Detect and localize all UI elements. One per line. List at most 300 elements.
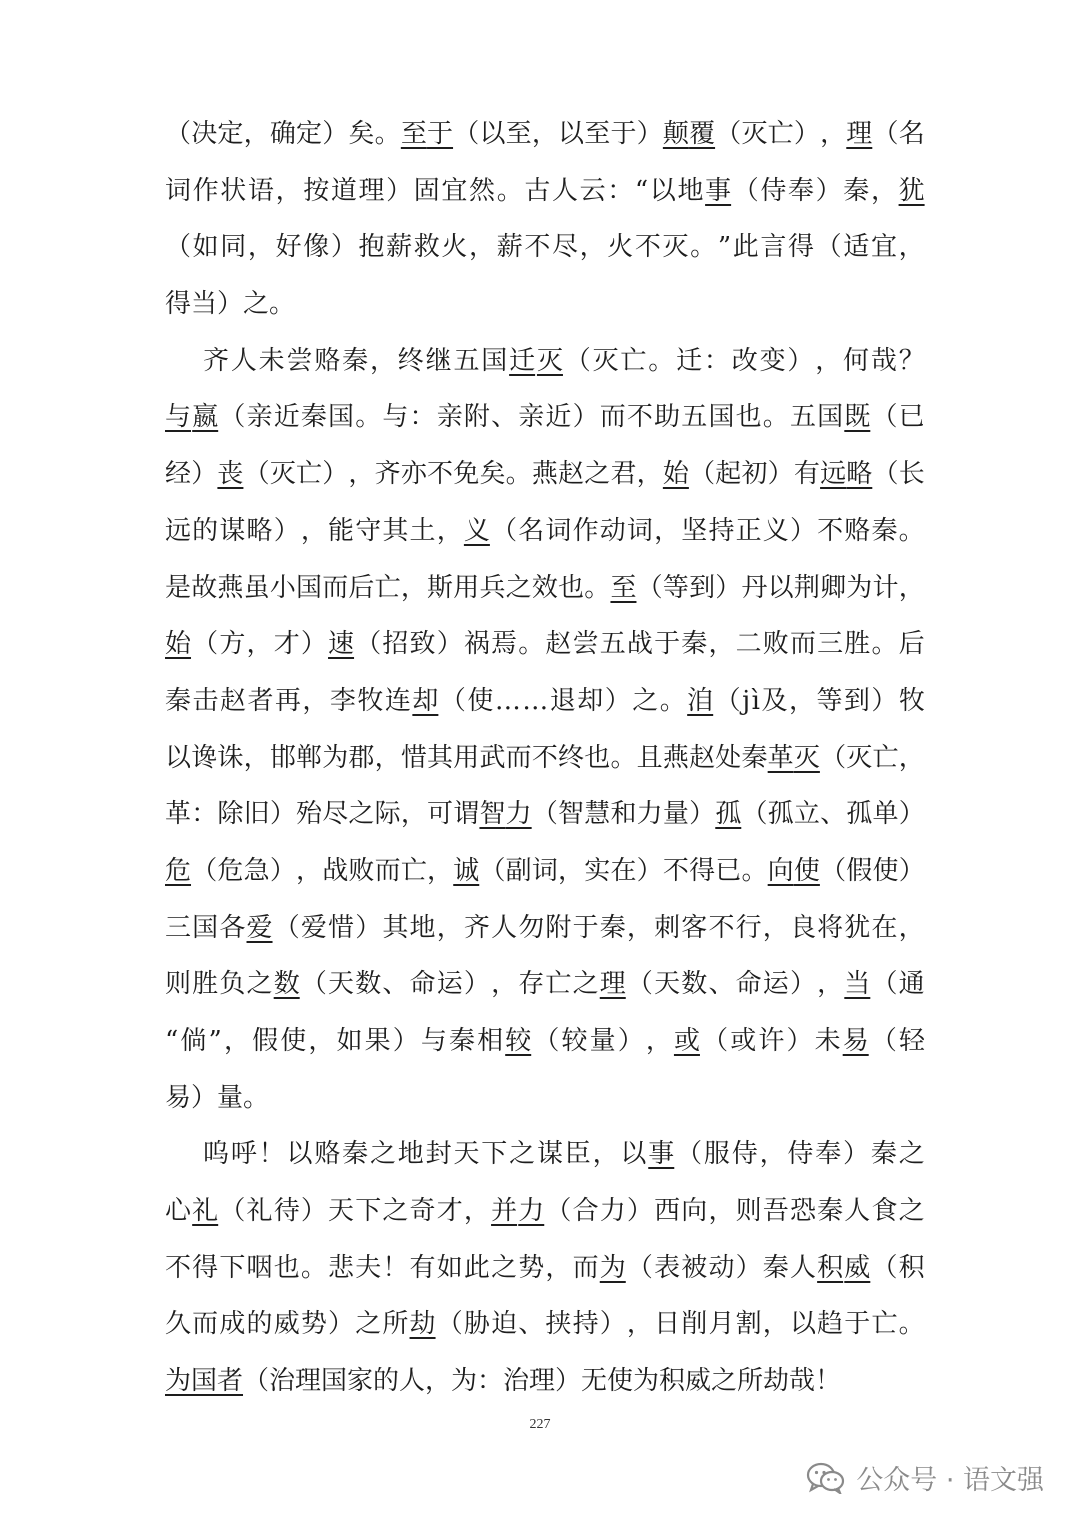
text-char: 免 (453, 459, 480, 490)
underlined-term: 至 (610, 572, 637, 603)
text-char: （ (531, 799, 558, 830)
text-char: 。 (898, 515, 925, 546)
underlined-term: 义 (463, 515, 490, 546)
text-char: 谋 (536, 1139, 563, 1170)
text-char: 不 (817, 515, 844, 546)
text-char: 亡 (400, 855, 427, 886)
text-char: 荆 (793, 572, 820, 603)
text-char: 命 (735, 969, 762, 1000)
text-char: 呼 (230, 1139, 257, 1170)
text-char: 二 (735, 629, 762, 660)
text-char: ， (545, 1252, 572, 1283)
text-char: ） (300, 629, 327, 660)
text-char: 尝 (572, 629, 599, 660)
text-char: 人 (491, 912, 518, 943)
text-char: ， (436, 912, 463, 943)
underlined-term: 革 (767, 742, 794, 773)
underlined-term: 犹 (898, 175, 925, 206)
text-char: 之 (509, 1139, 536, 1170)
text-char: （ (871, 1252, 898, 1283)
text-char: 继 (425, 345, 452, 376)
text-char: j (742, 685, 751, 716)
text-char: 而 (789, 629, 816, 660)
text-char: 。 (300, 1252, 327, 1283)
text-char: 终 (558, 742, 585, 773)
text-char: 。 (505, 459, 532, 490)
text-char: ， (815, 345, 842, 376)
text-char: 词 (545, 515, 572, 546)
text-char: 战 (626, 629, 653, 660)
text-char: 合 (572, 1196, 599, 1227)
text-char: 作 (192, 175, 219, 206)
page-number: 227 (529, 1417, 551, 1432)
text-char: 通 (898, 969, 925, 1000)
text-char: 守 (355, 515, 382, 546)
underlined-term: 力 (518, 1196, 545, 1227)
text-char: （ (453, 119, 480, 149)
text-char: 赂 (844, 515, 871, 546)
text-char: 恐 (789, 1196, 816, 1227)
text-char: ， (374, 742, 401, 773)
text-char: 在 (610, 855, 637, 886)
text-char: 而 (192, 1309, 219, 1340)
text-char: 定 (217, 119, 244, 149)
text-char: 坚 (681, 515, 708, 546)
text-char: 割 (735, 1309, 762, 1340)
text-char: 其 (427, 742, 454, 773)
text-char: ！ (258, 1139, 285, 1170)
underlined-term: 始 (662, 459, 689, 490)
text-char: （ (243, 459, 270, 490)
text-char: 表 (654, 1252, 681, 1283)
text-char: 灭 (741, 119, 768, 149)
text-char: 不 (165, 1252, 192, 1283)
text-char: （ (702, 1026, 729, 1056)
text-line (165, 560, 925, 617)
text-char: 才 (273, 629, 300, 660)
text-char: 呜 (203, 1139, 230, 1170)
text-char: ） (328, 1309, 355, 1340)
text-char: 其 (382, 515, 409, 546)
text-char: ， (708, 1196, 735, 1227)
text-char: ： (607, 175, 634, 206)
text-char: 为 (322, 742, 349, 773)
text-char: 状 (220, 175, 247, 206)
text-char: ， (898, 572, 925, 603)
text-char: 负 (219, 969, 246, 1000)
text-char: （ (355, 629, 382, 660)
text-char: （ (815, 232, 842, 263)
text-char: 固 (413, 175, 440, 206)
text-char: 于 (572, 912, 599, 943)
text-char: （ (191, 855, 218, 886)
text-char: 得 (788, 232, 815, 263)
text-char: 斯 (427, 572, 454, 603)
text-char: 矣 (348, 119, 375, 149)
text-char: 到 (689, 572, 716, 603)
text-char: 久 (165, 1309, 192, 1340)
text-char: 三 (817, 629, 844, 660)
text-char: 五 (789, 402, 816, 433)
text-char: 革 (165, 799, 192, 830)
text-char: 奇 (409, 1196, 436, 1227)
text-char: ） (843, 1139, 870, 1170)
text-char: ） (386, 175, 413, 206)
text-char: （ (715, 119, 742, 149)
text-char: 相 (477, 1026, 504, 1056)
text-char: 如 (192, 232, 219, 263)
text-char: 。 (374, 119, 401, 149)
text-char: 使 (872, 855, 899, 886)
text-char: 天 (328, 1196, 355, 1227)
underlined-term: 礼 (192, 1196, 219, 1227)
text-char: 以 (767, 572, 794, 603)
text-char: 处 (715, 742, 742, 773)
text-line (165, 1070, 925, 1127)
text-char: 好 (275, 232, 302, 263)
text-char: 国 (296, 572, 323, 603)
text-char: 的 (192, 515, 219, 546)
text-char: 国 (192, 912, 219, 943)
text-char: 之 (572, 969, 599, 1000)
text-char: ！ (382, 1252, 409, 1283)
text-char: 焉 (491, 629, 518, 660)
underlined-term: 远 (820, 459, 847, 490)
text-char: 。 (610, 742, 637, 773)
text-char: 燕 (217, 572, 244, 603)
text-char: 则 (735, 1196, 762, 1227)
text-char: 五 (681, 402, 708, 433)
text-char: 可 (427, 799, 454, 830)
text-char: ） (330, 232, 357, 263)
text-char: 之 (355, 1309, 382, 1340)
text-char: 。 (355, 402, 382, 433)
text-char: 奉 (788, 175, 815, 206)
text-char: 牧 (898, 685, 925, 716)
text-char: 燕 (531, 459, 558, 490)
underlined-term: 数 (273, 969, 300, 1000)
text-char: 与 (420, 1026, 447, 1056)
text-char: 变 (759, 345, 786, 376)
text-char: 势 (518, 1252, 545, 1283)
text-line (165, 1240, 925, 1297)
text-line (165, 106, 925, 163)
text-char: 不 (708, 912, 735, 943)
text-char: 略 (246, 515, 273, 546)
text-char: 之 (898, 1139, 925, 1170)
text-char: 国 (708, 402, 735, 433)
underlined-term: 略 (846, 459, 873, 490)
text-line (165, 163, 925, 220)
text-char: 招 (382, 629, 409, 660)
text-char: 后 (348, 572, 375, 603)
underlined-term: 理 (599, 969, 626, 1000)
text-char: 智 (558, 799, 585, 830)
text-char: 名 (898, 119, 925, 149)
text-char: ） (322, 119, 349, 149)
text-line (165, 503, 925, 560)
text-char: 的 (246, 1309, 273, 1340)
text-char: 、 (708, 969, 735, 1000)
text-char: 灭 (662, 232, 689, 263)
text-char: 按 (303, 175, 330, 206)
text-char: 效 (531, 572, 558, 603)
text-char: 秦 (448, 1026, 475, 1056)
text-char: ） (793, 119, 820, 149)
underlined-term: 丧 (217, 459, 244, 490)
text-char: 秦 (762, 1252, 789, 1283)
text-char: 未 (258, 345, 285, 376)
text-char: ： (703, 345, 730, 376)
text-char: 地 (409, 912, 436, 943)
text-char: 良 (789, 912, 816, 943)
text-char: ， (898, 232, 925, 263)
text-char: 宜 (441, 175, 468, 206)
underlined-term: 孤 (715, 799, 742, 830)
text-char: 果 (364, 1026, 391, 1056)
text-char: 。 (648, 345, 675, 376)
text-char: 初 (741, 459, 768, 490)
text-char: ， (463, 1196, 490, 1227)
text-char: 亡 (871, 1309, 898, 1340)
text-char: 之 (369, 1139, 396, 1170)
text-char: 假 (252, 1026, 279, 1056)
text-char: 秦 (681, 629, 708, 660)
text-char: ， (296, 855, 323, 886)
text-char: 或 (730, 1026, 757, 1056)
text-char: ” (717, 232, 732, 263)
text-char: 以 (558, 119, 585, 149)
text-char: 而 (505, 742, 532, 773)
text-char: 此 (732, 232, 759, 263)
text-char: 亲 (436, 402, 463, 433)
text-char: （ (626, 1252, 653, 1283)
text-char: 力 (636, 799, 663, 830)
text-char: ， (762, 1309, 789, 1340)
text-char: ， (579, 232, 606, 263)
text-char: ， (898, 912, 925, 943)
text-char: 日 (654, 1309, 681, 1340)
text-char: 至 (505, 119, 532, 149)
text-char: （ (300, 969, 327, 1000)
text-char: ） (789, 969, 816, 1000)
text-char: 祸 (463, 629, 490, 660)
text-char: 倘 (180, 1026, 207, 1056)
text-char: 国 (481, 345, 508, 376)
text-char: ， (558, 855, 585, 886)
text-char: 适 (843, 232, 870, 263)
text-char: 则 (165, 969, 192, 1000)
text-char: 齐 (463, 912, 490, 943)
text-char: 薪 (386, 232, 413, 263)
underlined-term: 危 (165, 855, 192, 886)
text-char: 火 (607, 232, 634, 263)
text-char: 亡 (620, 345, 647, 376)
text-char: ì (751, 685, 760, 716)
text-char: 邯 (269, 742, 296, 773)
text-char: 立 (793, 799, 820, 830)
text-line (165, 1183, 925, 1240)
text-char: 。 (518, 629, 545, 660)
text-char: ， (369, 345, 396, 376)
text-char: 客 (681, 912, 708, 943)
text-char: （ (192, 629, 219, 660)
text-char: 不 (662, 855, 689, 886)
text-char: 远 (165, 515, 192, 546)
text-char: 胜 (844, 629, 871, 660)
text-char: 其 (382, 912, 409, 943)
text-char: ） (767, 459, 794, 490)
text-char: 诛 (217, 742, 244, 773)
text-char: ， (275, 175, 302, 206)
text-char: 殆 (296, 799, 323, 830)
text-char: （ (165, 119, 192, 149)
text-char: 亦 (400, 459, 427, 490)
text-char: （ (689, 459, 716, 490)
text-char: ） (269, 799, 296, 830)
text-char: 使 (467, 685, 494, 716)
text-char: 能 (328, 515, 355, 546)
text-char: 灭 (592, 345, 619, 376)
text-char: ， (302, 685, 329, 716)
text-char: ） (789, 515, 816, 546)
text-char: 兵 (479, 572, 506, 603)
underlined-term: 始 (165, 629, 192, 660)
text-char: 使 (280, 1026, 307, 1056)
text-char: 何 (843, 345, 870, 376)
text-char: 成 (219, 1309, 246, 1340)
text-char: 之 (505, 572, 532, 603)
text-segment: （治理国家的人，为：治理）无使为积威之所劫哉！ (243, 1366, 842, 1397)
text-char: （ (436, 1309, 463, 1340)
text-char: 、 (518, 1309, 545, 1340)
text-char: （ (676, 1139, 703, 1170)
text-char: 虽 (243, 572, 270, 603)
underlined-term: 灭 (793, 742, 820, 773)
text-char: 再 (274, 685, 301, 716)
text-char: 运 (762, 969, 789, 1000)
text-char: 。 (898, 1309, 925, 1340)
text-char: 云 (579, 175, 606, 206)
underlined-term: 既 (844, 402, 871, 433)
text-char: 以 (789, 1309, 816, 1340)
text-char: ， (247, 232, 274, 263)
text-char: ） (273, 515, 300, 546)
text-char: ， (759, 1139, 786, 1170)
text-char: 牧 (357, 685, 384, 716)
text-char: 秦 (871, 515, 898, 546)
text-char: 灭 (269, 459, 296, 490)
text-char: ， (708, 629, 735, 660)
text-char: 词 (531, 855, 558, 886)
text-char: ， (243, 742, 270, 773)
text-char: 削 (681, 1309, 708, 1340)
text-char: 之 (491, 1252, 518, 1283)
underlined-term: 迁 (509, 345, 536, 376)
text-char: 至 (584, 119, 611, 149)
text-char: 不 (531, 742, 558, 773)
body-text (165, 106, 925, 1410)
text-char: （ (165, 232, 192, 263)
text-char: 以 (649, 175, 676, 206)
text-char: 国 (328, 402, 355, 433)
text-char: 之 (348, 799, 375, 830)
text-char: 附 (545, 912, 572, 943)
text-char: 得 (689, 855, 716, 886)
text-char: 然 (469, 175, 496, 206)
text-char: 、 (820, 799, 847, 830)
text-char: 近 (273, 402, 300, 433)
text-char: 秦 (342, 345, 369, 376)
underlined-term: 并 (491, 1196, 518, 1227)
text-char: ） (300, 1196, 327, 1227)
text-char: 如 (336, 1026, 363, 1056)
text-char: （ (714, 685, 741, 716)
text-char: 言 (760, 232, 787, 263)
underlined-term: 威 (844, 1252, 871, 1283)
text-line (165, 446, 925, 503)
text-char: 秦 (870, 1139, 897, 1170)
text-char: 食 (871, 1196, 898, 1227)
text-char: 长 (898, 459, 925, 490)
text-char: 与 (382, 402, 409, 433)
text-char: 救 (413, 232, 440, 263)
text-char: 威 (273, 1309, 300, 1340)
text-char: （ (219, 402, 246, 433)
text-char: 、 (491, 402, 518, 433)
text-char: （ (439, 685, 466, 716)
text-char: 除 (217, 799, 244, 830)
text-char: 亡 (374, 572, 401, 603)
text-char: 较 (561, 1026, 588, 1056)
text-char: （ (741, 799, 768, 830)
text-char: 决 (191, 119, 218, 149)
text-line (165, 276, 925, 333)
text-char: 和 (610, 799, 637, 830)
underlined-term: 或 (673, 1026, 700, 1056)
text-char: ） (898, 799, 925, 830)
text-char: 之 (246, 969, 273, 1000)
text-char: 哉 (870, 345, 897, 376)
text-char: ） (599, 1309, 626, 1340)
text-char: 孤 (767, 799, 794, 830)
text-char: ） (269, 855, 296, 886)
underlined-term: 洎 (687, 685, 714, 716)
text-char: 侍 (731, 1139, 758, 1170)
text-char: 于 (654, 629, 681, 660)
text-char: 刺 (654, 912, 681, 943)
text-char: （ (545, 1196, 572, 1227)
text-line (165, 786, 925, 843)
underlined-term: 颠 (662, 119, 689, 149)
text-char: 赵 (545, 629, 572, 660)
text-char: 退 (549, 685, 576, 716)
text-char: （ (870, 1026, 897, 1056)
text-char: 附 (463, 402, 490, 433)
text-char: 终 (397, 345, 424, 376)
text-char: 礼 (246, 1196, 273, 1227)
text-line (165, 1353, 925, 1410)
text-char: 下 (355, 1196, 382, 1227)
text-char: （ (479, 855, 506, 886)
text-char: 秦 (817, 1196, 844, 1227)
text-line (165, 956, 925, 1013)
text-char: 、 (382, 969, 409, 1000)
text-char: 不 (634, 232, 661, 263)
text-char: 在 (871, 912, 898, 943)
text-char: 有 (409, 1252, 436, 1283)
underlined-term: 智 (479, 799, 506, 830)
